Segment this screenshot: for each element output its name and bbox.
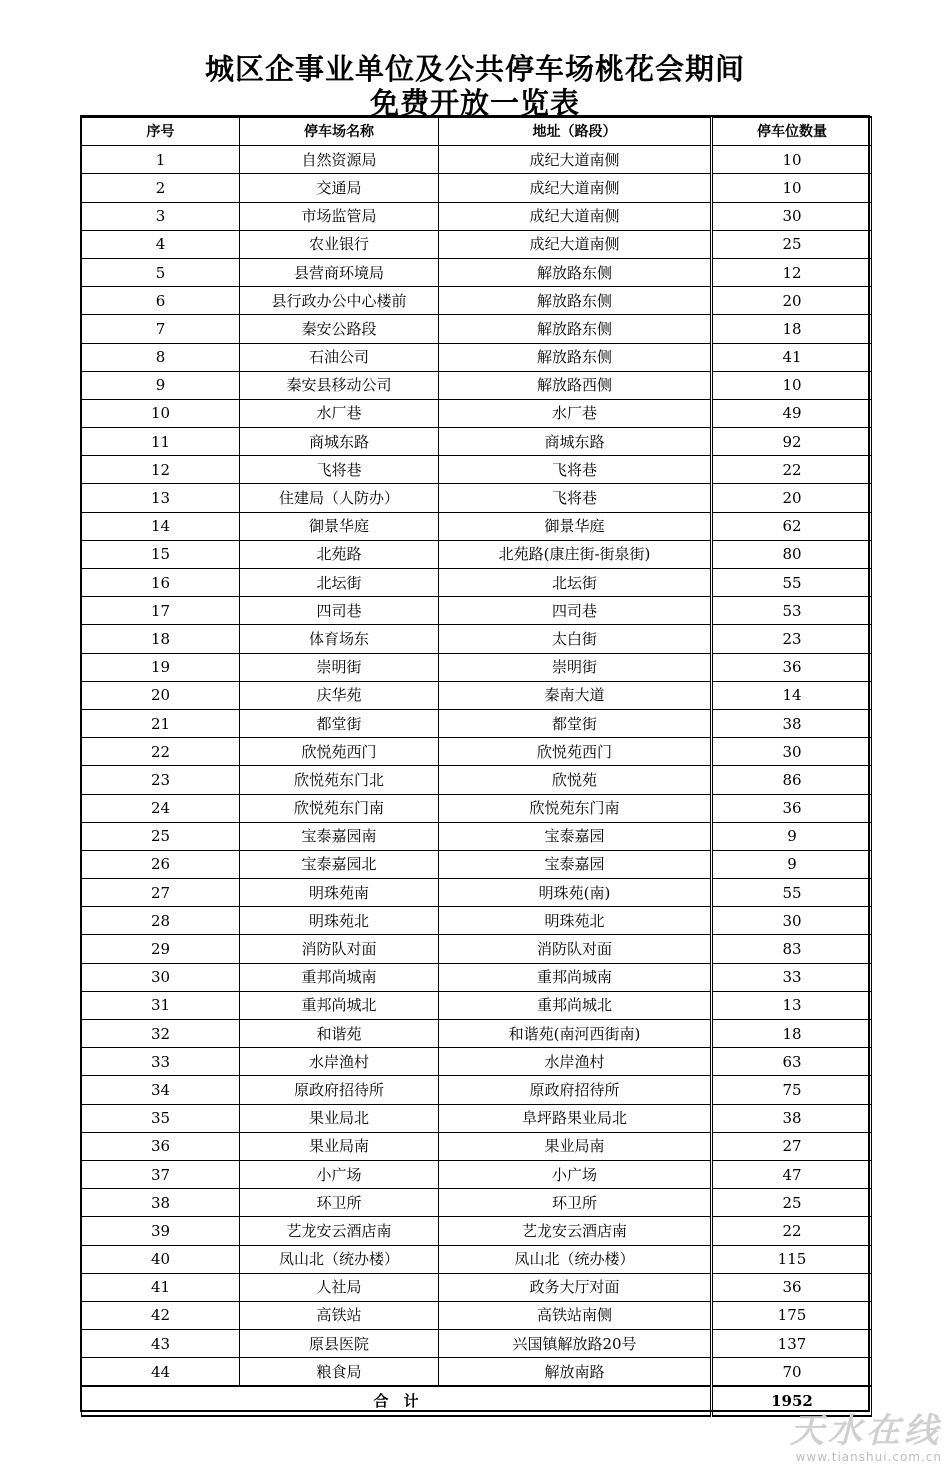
- header-index: 序号: [82, 117, 240, 146]
- cell-index: 22: [82, 738, 240, 766]
- table-row: [82, 1020, 872, 1048]
- table-row: [82, 1358, 872, 1387]
- table-row: [82, 879, 872, 907]
- cell-address: 飞将巷: [439, 456, 712, 484]
- cell-space-count: 22: [712, 1217, 872, 1245]
- cell-address: 阜坪路果业局北: [439, 1104, 712, 1132]
- cell-index: 43: [82, 1330, 240, 1358]
- cell-space-count: 62: [712, 512, 872, 540]
- cell-space-count: 10: [712, 146, 872, 174]
- table-row: [82, 963, 872, 991]
- table-row: [82, 709, 872, 737]
- cell-index: 37: [82, 1160, 240, 1188]
- cell-index: 1: [82, 146, 240, 174]
- cell-space-count: 47: [712, 1160, 872, 1188]
- cell-lot-name: 粮食局: [240, 1358, 439, 1387]
- table-row: [82, 738, 872, 766]
- cell-lot-name: 飞将巷: [240, 456, 439, 484]
- cell-space-count: 49: [712, 399, 872, 427]
- table-row: [82, 822, 872, 850]
- cell-lot-name: 凤山北（统办楼）: [240, 1245, 439, 1273]
- cell-index: 25: [82, 822, 240, 850]
- cell-index: 10: [82, 399, 240, 427]
- table-row: [82, 1189, 872, 1217]
- cell-address: 秦南大道: [439, 681, 712, 709]
- cell-lot-name: 消防队对面: [240, 935, 439, 963]
- cell-index: 41: [82, 1273, 240, 1301]
- table-row: [82, 1048, 872, 1076]
- cell-address: 欣悦苑东门南: [439, 794, 712, 822]
- cell-index: 30: [82, 963, 240, 991]
- cell-space-count: 55: [712, 569, 872, 597]
- cell-space-count: 36: [712, 1273, 872, 1301]
- cell-lot-name: 环卫所: [240, 1189, 439, 1217]
- cell-index: 44: [82, 1358, 240, 1387]
- cell-address: 宝泰嘉园: [439, 822, 712, 850]
- cell-index: 33: [82, 1048, 240, 1076]
- cell-lot-name: 欣悦苑东门南: [240, 794, 439, 822]
- table-row: [82, 1217, 872, 1245]
- cell-lot-name: 崇明街: [240, 653, 439, 681]
- table-row: [82, 625, 872, 653]
- cell-index: 17: [82, 597, 240, 625]
- cell-lot-name: 北苑路: [240, 540, 439, 568]
- cell-address: 消防队对面: [439, 935, 712, 963]
- cell-lot-name: 欣悦苑东门北: [240, 766, 439, 794]
- cell-address: 解放路东侧: [439, 287, 712, 315]
- cell-index: 26: [82, 850, 240, 878]
- table-row: [82, 315, 872, 343]
- cell-index: 12: [82, 456, 240, 484]
- cell-address: 解放南路: [439, 1358, 712, 1387]
- cell-space-count: 175: [712, 1301, 872, 1329]
- cell-lot-name: 水岸渔村: [240, 1048, 439, 1076]
- header-lot-name: 停车场名称: [240, 117, 439, 146]
- cell-address: 解放路东侧: [439, 315, 712, 343]
- cell-lot-name: 四司巷: [240, 597, 439, 625]
- cell-index: 11: [82, 428, 240, 456]
- cell-space-count: 30: [712, 202, 872, 230]
- cell-space-count: 137: [712, 1330, 872, 1358]
- cell-lot-name: 果业局北: [240, 1104, 439, 1132]
- cell-lot-name: 原政府招待所: [240, 1076, 439, 1104]
- cell-space-count: 33: [712, 963, 872, 991]
- table-row: [82, 569, 872, 597]
- cell-space-count: 38: [712, 1104, 872, 1132]
- cell-space-count: 30: [712, 907, 872, 935]
- cell-space-count: 9: [712, 822, 872, 850]
- cell-index: 38: [82, 1189, 240, 1217]
- cell-address: 崇明街: [439, 653, 712, 681]
- cell-address: 解放路东侧: [439, 258, 712, 286]
- cell-address: 环卫所: [439, 1189, 712, 1217]
- cell-space-count: 55: [712, 879, 872, 907]
- cell-index: 8: [82, 343, 240, 371]
- table-row: [82, 1076, 872, 1104]
- cell-address: 明珠苑(南): [439, 879, 712, 907]
- cell-lot-name: 高铁站: [240, 1301, 439, 1329]
- table-row: [82, 991, 872, 1019]
- cell-lot-name: 县行政办公中心楼前: [240, 287, 439, 315]
- cell-space-count: 38: [712, 709, 872, 737]
- cell-index: 32: [82, 1020, 240, 1048]
- cell-index: 14: [82, 512, 240, 540]
- cell-address: 成纪大道南侧: [439, 202, 712, 230]
- table-row: [82, 1330, 872, 1358]
- cell-lot-name: 宝泰嘉园北: [240, 850, 439, 878]
- cell-space-count: 41: [712, 343, 872, 371]
- cell-space-count: 25: [712, 230, 872, 258]
- table-row: [82, 399, 872, 427]
- table-row: [82, 287, 872, 315]
- cell-index: 35: [82, 1104, 240, 1132]
- cell-lot-name: 秦安县移动公司: [240, 371, 439, 399]
- table-row: [82, 1301, 872, 1329]
- table-row: [82, 1160, 872, 1188]
- cell-lot-name: 明珠苑南: [240, 879, 439, 907]
- table-row: [82, 935, 872, 963]
- table-row: [82, 850, 872, 878]
- cell-index: 16: [82, 569, 240, 597]
- parking-lot-table: [81, 116, 872, 1417]
- cell-lot-name: 原县医院: [240, 1330, 439, 1358]
- table-row: [82, 484, 872, 512]
- cell-lot-name: 人社局: [240, 1273, 439, 1301]
- cell-index: 39: [82, 1217, 240, 1245]
- cell-address: 政务大厅对面: [439, 1273, 712, 1301]
- cell-address: 兴国镇解放路20号: [439, 1330, 712, 1358]
- cell-index: 21: [82, 709, 240, 737]
- cell-space-count: 36: [712, 653, 872, 681]
- cell-address: 小广场: [439, 1160, 712, 1188]
- cell-space-count: 30: [712, 738, 872, 766]
- cell-lot-name: 重邦尚城南: [240, 963, 439, 991]
- cell-address: 凤山北（统办楼）: [439, 1245, 712, 1273]
- cell-address: 成纪大道南侧: [439, 230, 712, 258]
- cell-address: 解放路东侧: [439, 343, 712, 371]
- cell-lot-name: 明珠苑北: [240, 907, 439, 935]
- cell-index: 36: [82, 1132, 240, 1160]
- total-label: 合 计: [82, 1386, 712, 1415]
- watermark: [790, 1412, 942, 1464]
- cell-lot-name: 体育场东: [240, 625, 439, 653]
- cell-space-count: 18: [712, 315, 872, 343]
- cell-index: 20: [82, 681, 240, 709]
- cell-lot-name: 果业局南: [240, 1132, 439, 1160]
- table-row: [82, 597, 872, 625]
- cell-address: 重邦尚城南: [439, 963, 712, 991]
- table-row: [82, 766, 872, 794]
- cell-space-count: 75: [712, 1076, 872, 1104]
- table-row: [82, 258, 872, 286]
- cell-address: 四司巷: [439, 597, 712, 625]
- cell-index: 15: [82, 540, 240, 568]
- cell-address: 飞将巷: [439, 484, 712, 512]
- cell-address: 御景华庭: [439, 512, 712, 540]
- cell-space-count: 83: [712, 935, 872, 963]
- cell-lot-name: 御景华庭: [240, 512, 439, 540]
- cell-space-count: 70: [712, 1358, 872, 1387]
- cell-address: 太白街: [439, 625, 712, 653]
- table-row: [82, 343, 872, 371]
- table-row: [82, 1273, 872, 1301]
- document-title-line-2: 免费开放一览表: [369, 86, 580, 120]
- cell-lot-name: 水厂巷: [240, 399, 439, 427]
- table-row: [82, 202, 872, 230]
- cell-index: 40: [82, 1245, 240, 1273]
- cell-index: 2: [82, 174, 240, 202]
- cell-index: 3: [82, 202, 240, 230]
- cell-lot-name: 欣悦苑西门: [240, 738, 439, 766]
- cell-space-count: 53: [712, 597, 872, 625]
- cell-space-count: 13: [712, 991, 872, 1019]
- cell-lot-name: 北坛街: [240, 569, 439, 597]
- watermark-url: www.tianshui.com.cn: [795, 1450, 942, 1464]
- cell-lot-name: 艺龙安云酒店南: [240, 1217, 439, 1245]
- cell-space-count: 63: [712, 1048, 872, 1076]
- table-row: [82, 1132, 872, 1160]
- cell-address: 原政府招待所: [439, 1076, 712, 1104]
- cell-index: 27: [82, 879, 240, 907]
- cell-address: 艺龙安云酒店南: [439, 1217, 712, 1245]
- cell-lot-name: 自然资源局: [240, 146, 439, 174]
- cell-index: 18: [82, 625, 240, 653]
- cell-space-count: 14: [712, 681, 872, 709]
- cell-space-count: 18: [712, 1020, 872, 1048]
- total-value: 1952: [712, 1386, 872, 1415]
- document-title-line-1: 城区企事业单位及公共停车场桃花会期间: [204, 52, 745, 86]
- table-row: [82, 1245, 872, 1273]
- cell-index: 7: [82, 315, 240, 343]
- cell-space-count: 86: [712, 766, 872, 794]
- cell-space-count: 92: [712, 428, 872, 456]
- cell-space-count: 27: [712, 1132, 872, 1160]
- cell-space-count: 36: [712, 794, 872, 822]
- cell-lot-name: 石油公司: [240, 343, 439, 371]
- cell-lot-name: 庆华苑: [240, 681, 439, 709]
- table-row: [82, 371, 872, 399]
- cell-lot-name: 都堂街: [240, 709, 439, 737]
- cell-address: 北坛街: [439, 569, 712, 597]
- cell-index: 9: [82, 371, 240, 399]
- cell-address: 欣悦苑西门: [439, 738, 712, 766]
- cell-address: 成纪大道南侧: [439, 146, 712, 174]
- table-row: [82, 653, 872, 681]
- cell-index: 31: [82, 991, 240, 1019]
- cell-space-count: 22: [712, 456, 872, 484]
- cell-lot-name: 农业银行: [240, 230, 439, 258]
- table-row: [82, 907, 872, 935]
- watermark-logo: 天水在线: [790, 1411, 942, 1451]
- cell-address: 解放路西侧: [439, 371, 712, 399]
- cell-lot-name: 小广场: [240, 1160, 439, 1188]
- cell-index: 29: [82, 935, 240, 963]
- cell-lot-name: 住建局（人防办）: [240, 484, 439, 512]
- table-header-row: [82, 117, 872, 146]
- cell-space-count: 115: [712, 1245, 872, 1273]
- cell-space-count: 23: [712, 625, 872, 653]
- cell-address: 成纪大道南侧: [439, 174, 712, 202]
- table-row: [82, 456, 872, 484]
- cell-address: 商城东路: [439, 428, 712, 456]
- cell-space-count: 12: [712, 258, 872, 286]
- cell-index: 13: [82, 484, 240, 512]
- header-space-count: 停车位数量: [712, 117, 872, 146]
- cell-lot-name: 宝泰嘉园南: [240, 822, 439, 850]
- cell-index: 19: [82, 653, 240, 681]
- table-row: [82, 794, 872, 822]
- cell-lot-name: 商城东路: [240, 428, 439, 456]
- cell-address: 北苑路(康庄街-街泉街): [439, 540, 712, 568]
- cell-index: 5: [82, 258, 240, 286]
- cell-address: 高铁站南侧: [439, 1301, 712, 1329]
- table-row: [82, 230, 872, 258]
- cell-index: 24: [82, 794, 240, 822]
- cell-lot-name: 重邦尚城北: [240, 991, 439, 1019]
- cell-space-count: 25: [712, 1189, 872, 1217]
- cell-address: 果业局南: [439, 1132, 712, 1160]
- cell-address: 水厂巷: [439, 399, 712, 427]
- table-row: [82, 681, 872, 709]
- cell-lot-name: 交通局: [240, 174, 439, 202]
- table-row: [82, 428, 872, 456]
- cell-space-count: 10: [712, 371, 872, 399]
- cell-space-count: 9: [712, 850, 872, 878]
- table-row: [82, 512, 872, 540]
- cell-space-count: 10: [712, 174, 872, 202]
- cell-index: 4: [82, 230, 240, 258]
- header-address: 地址（路段）: [439, 117, 712, 146]
- cell-lot-name: 市场监管局: [240, 202, 439, 230]
- cell-lot-name: 和谐苑: [240, 1020, 439, 1048]
- cell-index: 23: [82, 766, 240, 794]
- cell-index: 34: [82, 1076, 240, 1104]
- table-row: [82, 174, 872, 202]
- cell-space-count: 20: [712, 287, 872, 315]
- cell-lot-name: 秦安公路段: [240, 315, 439, 343]
- cell-address: 明珠苑北: [439, 907, 712, 935]
- table-row: [82, 540, 872, 568]
- cell-index: 28: [82, 907, 240, 935]
- cell-address: 欣悦苑: [439, 766, 712, 794]
- cell-space-count: 80: [712, 540, 872, 568]
- cell-address: 水岸渔村: [439, 1048, 712, 1076]
- cell-space-count: 20: [712, 484, 872, 512]
- total-row: [82, 1386, 872, 1415]
- table-row: [82, 1104, 872, 1132]
- cell-address: 和谐苑(南河西街南): [439, 1020, 712, 1048]
- cell-index: 42: [82, 1301, 240, 1329]
- cell-lot-name: 县营商环境局: [240, 258, 439, 286]
- cell-address: 重邦尚城北: [439, 991, 712, 1019]
- cell-address: 都堂街: [439, 709, 712, 737]
- cell-address: 宝泰嘉园: [439, 850, 712, 878]
- table-row: [82, 146, 872, 174]
- cell-index: 6: [82, 287, 240, 315]
